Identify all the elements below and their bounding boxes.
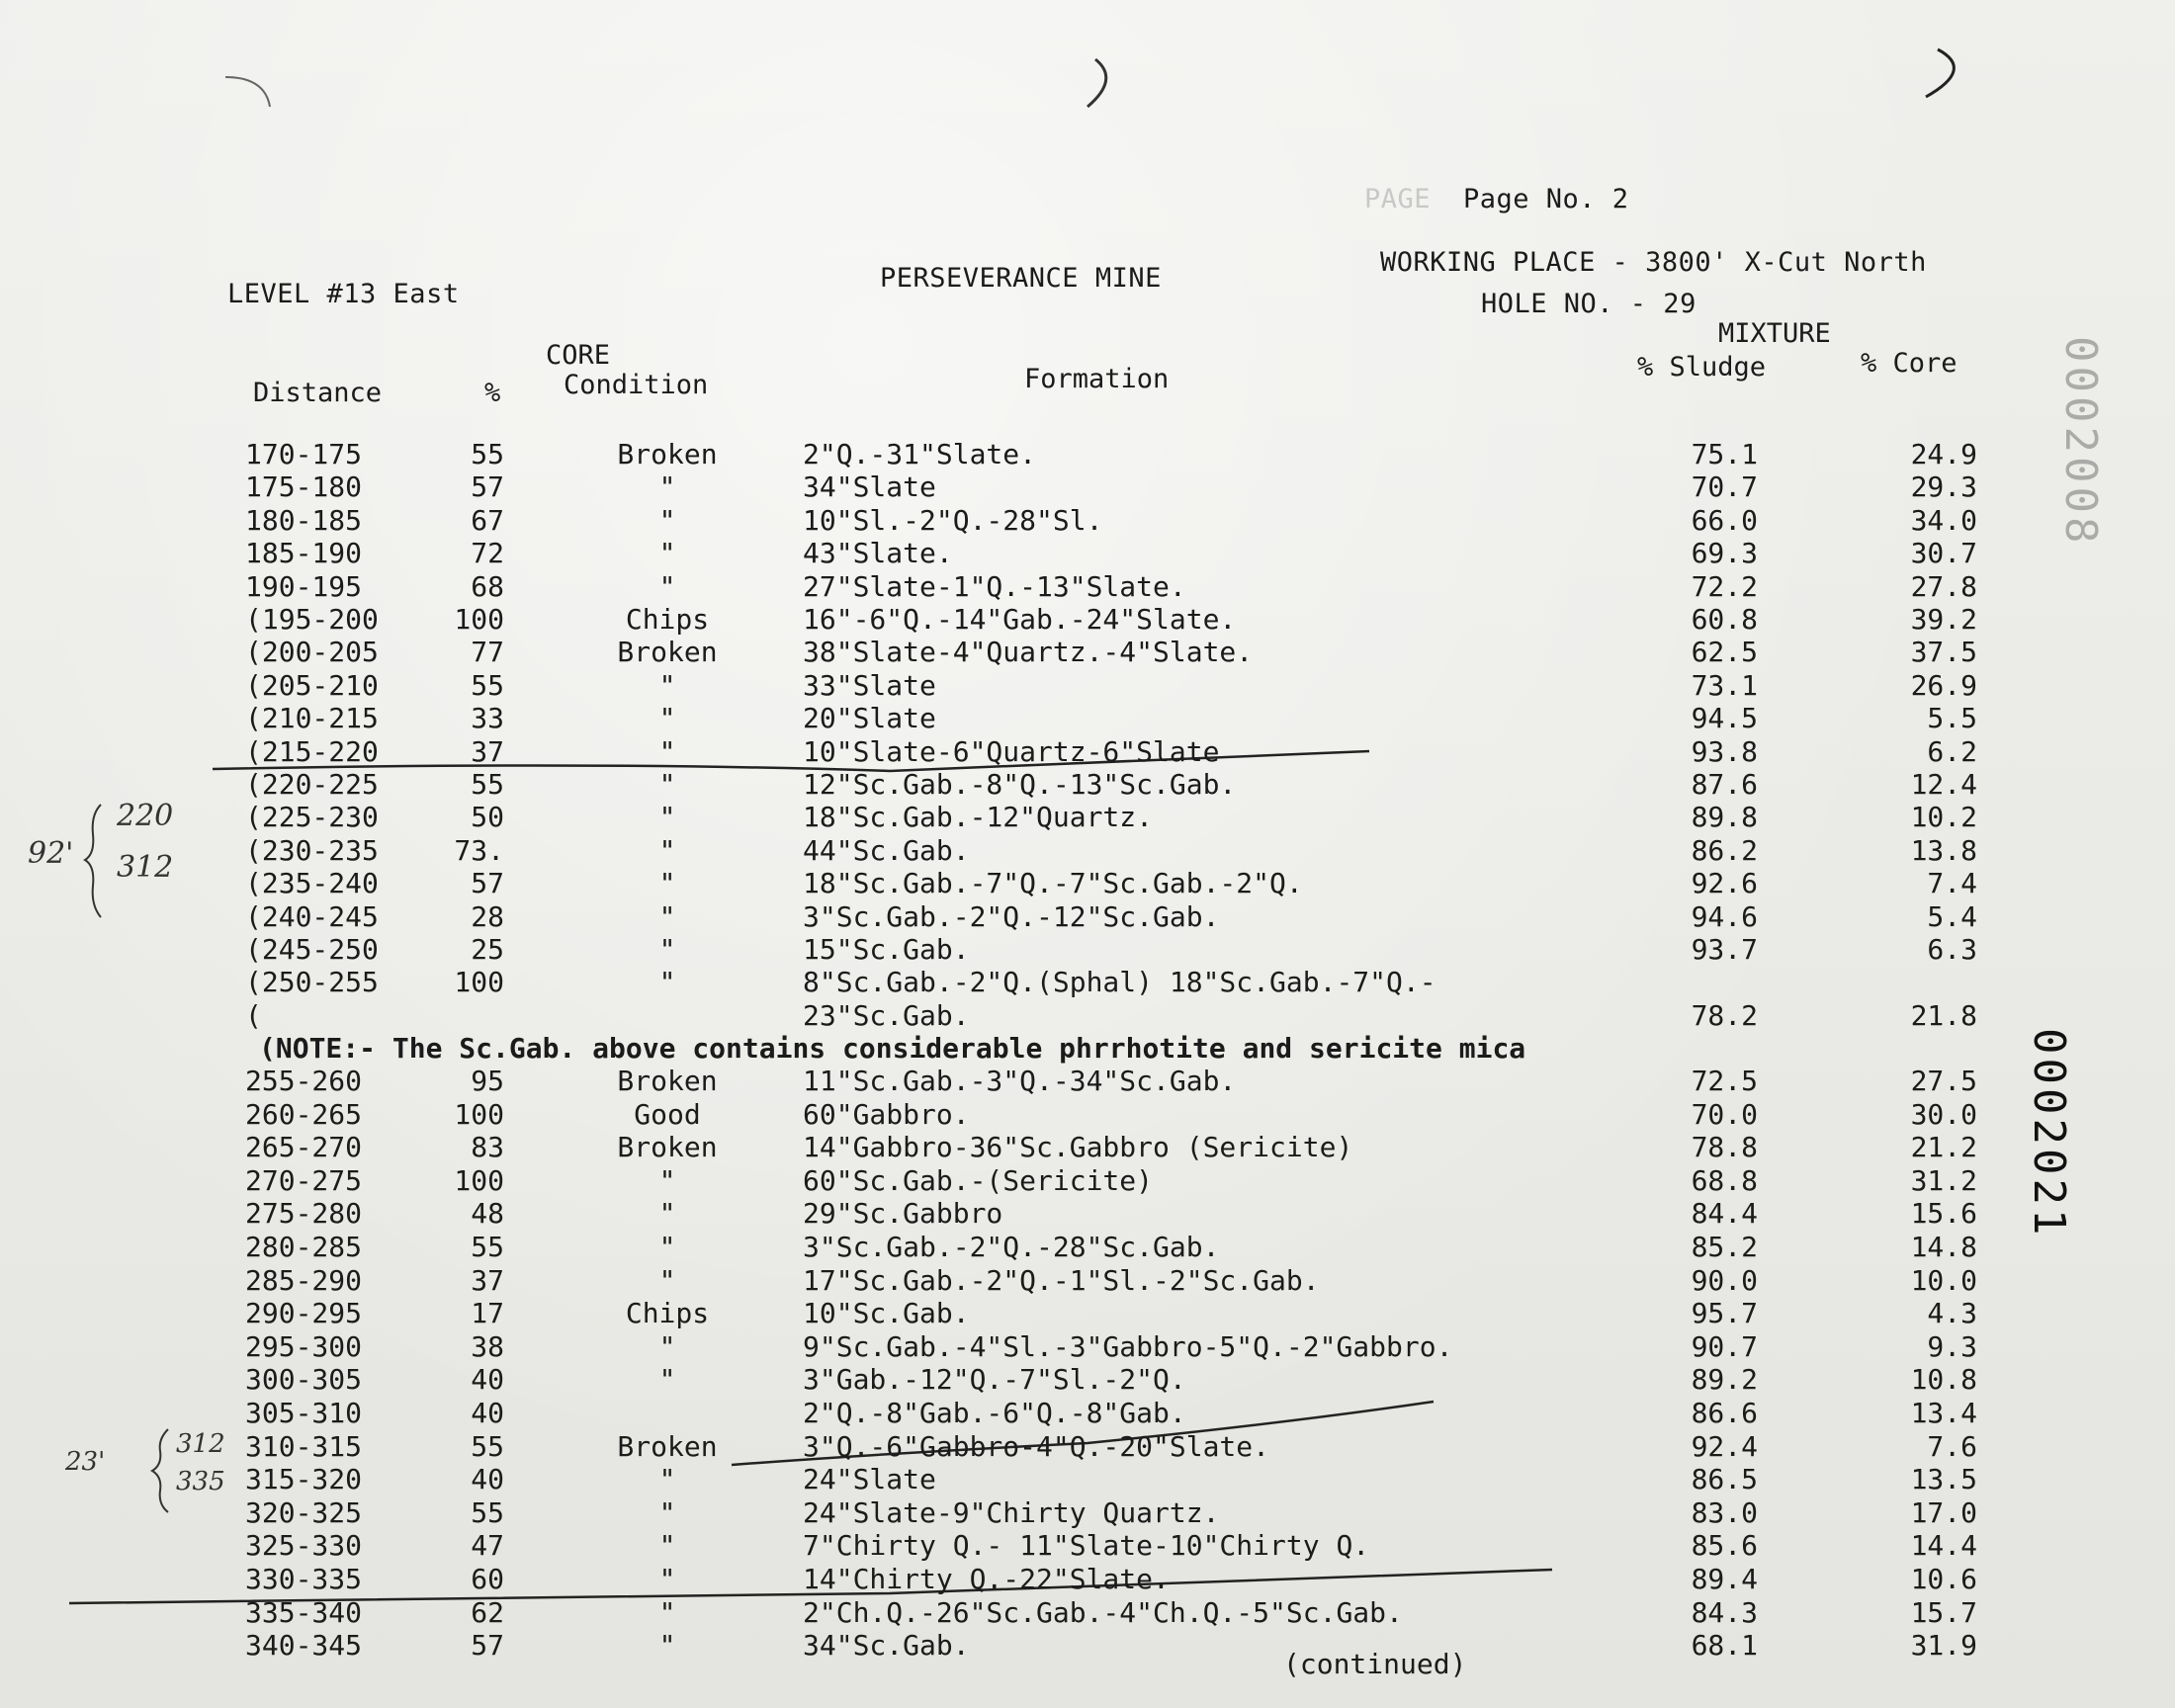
- core-pct-cell: 55: [471, 1495, 504, 1529]
- core-cell: 15.6: [1910, 1197, 1977, 1231]
- core-pct-heading: %: [484, 378, 501, 408]
- distance-cell: (200-205: [245, 636, 379, 669]
- core-pct-cell: 40: [471, 1363, 504, 1397]
- formation-cell: 16"-6"Q.-14"Gab.-24"Slate.: [803, 603, 1237, 636]
- core-cell: 27.5: [1910, 1065, 1977, 1097]
- core-cell: 37.5: [1910, 636, 1977, 669]
- formation-cell: 15"Sc.Gab.: [803, 933, 970, 966]
- core-pct-cell: 57: [471, 1629, 504, 1663]
- formation-cell: 34"Slate: [803, 470, 936, 504]
- formation-cell: 3"Gab.-12"Q.-7"Sl.-2"Q.: [803, 1363, 1186, 1397]
- distance-cell: 285-290: [245, 1263, 363, 1297]
- core-cell: 13.5: [1910, 1463, 1977, 1496]
- condition-cell: ": [658, 1595, 676, 1629]
- core-pct-cell: 25: [471, 933, 504, 966]
- formation-cell: 20"Slate: [803, 702, 936, 735]
- condition-cell: ": [658, 1363, 676, 1397]
- condition-cell: Chips: [625, 603, 710, 636]
- distance-cell: 265-270: [245, 1131, 363, 1164]
- formation-cell: 3"Q.-6"Gabbro-4"Q.-20"Slate.: [803, 1429, 1270, 1463]
- core-cell: 31.2: [1910, 1163, 1977, 1197]
- condition-cell: ": [658, 1197, 676, 1231]
- sludge-cell: 87.6: [1691, 768, 1758, 801]
- sludge-cell: 62.5: [1691, 636, 1758, 669]
- binder-mark-center: [1088, 59, 1106, 107]
- condition-heading: Condition: [564, 370, 709, 400]
- condition-cell: Broken: [617, 636, 718, 669]
- sludge-cell: 95.7: [1691, 1297, 1758, 1330]
- condition-cell: Broken: [617, 438, 718, 470]
- sludge-cell: 86.6: [1691, 1397, 1758, 1429]
- condition-cell: ": [658, 1463, 676, 1496]
- core-pct-cell: 68: [471, 569, 504, 603]
- distance-cell: (240-245: [245, 899, 379, 933]
- annotation-from-2: 312: [176, 1429, 225, 1459]
- formation-cell: 7"Chirty Q.- 11"Slate-10"Chirty Q.: [803, 1529, 1370, 1563]
- formation-cell: 34"Sc.Gab.: [803, 1629, 970, 1663]
- distance-cell: 300-305: [245, 1363, 363, 1397]
- core-cell: 5.4: [1927, 899, 1977, 933]
- sludge-cell: 70.0: [1691, 1097, 1758, 1131]
- sludge-cell: 89.4: [1691, 1563, 1758, 1595]
- distance-cell: 335-340: [245, 1595, 363, 1629]
- core-pct-cell: 57: [471, 470, 504, 504]
- core-cell: 9.3: [1927, 1329, 1977, 1363]
- distance-cell: 275-280: [245, 1197, 363, 1231]
- core-cell: 10.2: [1910, 801, 1977, 834]
- distance-cell: 280-285: [245, 1231, 363, 1263]
- formation-cell: 2"Ch.Q.-26"Sc.Gab.-4"Ch.Q.-5"Sc.Gab.: [803, 1595, 1403, 1629]
- formation-cell: 18"Sc.Gab.-12"Quartz.: [803, 801, 1154, 834]
- distance-cell: (245-250: [245, 933, 379, 966]
- core-cell: 6.2: [1927, 734, 1977, 768]
- formation-cell: 2"Q.-31"Slate.: [803, 438, 1037, 470]
- distance-cell: 320-325: [245, 1495, 363, 1529]
- condition-cell: Chips: [625, 1297, 710, 1330]
- core-cell: 29.3: [1910, 470, 1977, 504]
- condition-cell: ": [658, 1495, 676, 1529]
- core-cell: 21.2: [1910, 1131, 1977, 1164]
- bleed-through-stamp: 0002008: [2055, 336, 2106, 548]
- condition-cell: Broken: [617, 1429, 718, 1463]
- distance-heading: Distance: [253, 378, 383, 408]
- core-cell: 12.4: [1910, 768, 1977, 801]
- distance-cell: 170-175: [245, 438, 363, 470]
- core-pct-cell: 37: [471, 1263, 504, 1297]
- formation-cell: 12"Sc.Gab.-8"Q.-13"Sc.Gab.: [803, 768, 1237, 801]
- condition-cell: ": [658, 1529, 676, 1563]
- core-cell: 10.8: [1910, 1363, 1977, 1397]
- core-pct-cell: 37: [471, 734, 504, 768]
- formation-cell: 3"Sc.Gab.-2"Q.-12"Sc.Gab.: [803, 899, 1220, 933]
- core-pct-cell: 55: [471, 438, 504, 470]
- continued-label: (continued): [1283, 1648, 1467, 1680]
- distance-cell: (210-215: [245, 702, 379, 735]
- annotation-to-2: 335: [176, 1467, 225, 1496]
- formation-cell: 10"Sl.-2"Q.-28"Sl.: [803, 503, 1103, 537]
- condition-cell: ": [658, 537, 676, 570]
- core-pct-cell: 48: [471, 1197, 504, 1231]
- formation-cell: 14"Gabbro-36"Sc.Gabbro (Sericite): [803, 1131, 1353, 1164]
- formation-cell: 27"Slate-1"Q.-13"Slate.: [803, 569, 1186, 603]
- sludge-heading: % Sludge: [1637, 352, 1767, 383]
- core-cell: 6.3: [1927, 933, 1977, 966]
- core-pct-cell: 95: [471, 1065, 504, 1097]
- sludge-cell: 90.0: [1691, 1263, 1758, 1297]
- condition-cell: ": [658, 470, 676, 504]
- condition-cell: ": [658, 867, 676, 900]
- formation-cell: 17"Sc.Gab.-2"Q.-1"Sl.-2"Sc.Gab.: [803, 1263, 1320, 1297]
- formation-cell: 10"Slate-6"Quartz-6"Slate: [803, 734, 1220, 768]
- condition-cell: ": [658, 668, 676, 702]
- condition-cell: ": [658, 569, 676, 603]
- formation-cell: 2"Q.-8"Gab.-6"Q.-8"Gab.: [803, 1397, 1186, 1429]
- distance-cell: 190-195: [245, 569, 363, 603]
- sludge-cell: 78.8: [1691, 1131, 1758, 1164]
- distance-cell: (195-200: [245, 603, 379, 636]
- sludge-cell: 89.8: [1691, 801, 1758, 834]
- core-cell: 10.0: [1910, 1263, 1977, 1297]
- core-pct-cell: 33: [471, 702, 504, 735]
- core-pct-cell: 73.: [454, 833, 504, 867]
- formation-cell: 60"Sc.Gab.-(Sericite): [803, 1163, 1154, 1197]
- core-cell: 14.4: [1910, 1529, 1977, 1563]
- core-cell: 4.3: [1927, 1297, 1977, 1330]
- core-pct-cell: 72: [471, 537, 504, 570]
- sludge-cell: 69.3: [1691, 537, 1758, 570]
- brace-2: [152, 1429, 168, 1512]
- sludge-cell: 93.7: [1691, 933, 1758, 966]
- condition-cell: ": [658, 899, 676, 933]
- core-pct-cell: 40: [471, 1463, 504, 1496]
- core-pct-cell: 100: [454, 1097, 504, 1131]
- brace-1: [85, 805, 101, 917]
- distance-cell: (225-230: [245, 801, 379, 834]
- hole-number: HOLE NO. - 29: [1481, 289, 1696, 319]
- condition-cell: ": [658, 801, 676, 834]
- distance-cell: 325-330: [245, 1529, 363, 1563]
- sludge-cell: 86.2: [1691, 833, 1758, 867]
- sludge-cell: 68.1: [1691, 1629, 1758, 1663]
- condition-cell: ": [658, 734, 676, 768]
- distance-cell: (: [245, 998, 262, 1032]
- core-pct-cell: 28: [471, 899, 504, 933]
- condition-cell: ": [658, 702, 676, 735]
- distance-cell: 295-300: [245, 1329, 363, 1363]
- formation-cell: 43"Slate.: [803, 537, 953, 570]
- sludge-cell: 94.6: [1691, 899, 1758, 933]
- sludge-cell: 83.0: [1691, 1495, 1758, 1529]
- formation-cell: 3"Sc.Gab.-2"Q.-28"Sc.Gab.: [803, 1231, 1220, 1263]
- condition-cell: ": [658, 503, 676, 537]
- core-cell: 24.9: [1910, 438, 1977, 470]
- core-cell: 31.9: [1910, 1629, 1977, 1663]
- sludge-cell: 78.2: [1691, 998, 1758, 1032]
- core-cell: 7.6: [1927, 1429, 1977, 1463]
- formation-cell: 33"Slate: [803, 668, 936, 702]
- distance-cell: 255-260: [245, 1065, 363, 1097]
- page-number-ghost: PAGE: [1364, 184, 1432, 214]
- condition-cell: ": [658, 933, 676, 966]
- condition-cell: ": [658, 966, 676, 999]
- core-pct-cell: 38: [471, 1329, 504, 1363]
- sludge-cell: 72.5: [1691, 1065, 1758, 1097]
- sludge-cell: 75.1: [1691, 438, 1758, 470]
- condition-cell: ": [658, 1563, 676, 1595]
- condition-cell: Broken: [617, 1065, 718, 1097]
- distance-cell: 270-275: [245, 1163, 363, 1197]
- sludge-cell: 86.5: [1691, 1463, 1758, 1496]
- level-label: LEVEL #13 East: [227, 279, 460, 309]
- distance-cell: 185-190: [245, 537, 363, 570]
- core-cell: 21.8: [1910, 998, 1977, 1032]
- core-cell: 27.8: [1910, 569, 1977, 603]
- core-cell: 13.4: [1910, 1397, 1977, 1429]
- core-pct-cell: 50: [471, 801, 504, 834]
- sludge-cell: 84.4: [1691, 1197, 1758, 1231]
- core-cell: 14.8: [1910, 1231, 1977, 1263]
- core-cell: 7.4: [1927, 867, 1977, 900]
- core-pct-cell: 40: [471, 1397, 504, 1429]
- distance-cell: (220-225: [245, 768, 379, 801]
- core-pct-cell: 100: [454, 603, 504, 636]
- distance-cell: 315-320: [245, 1463, 363, 1496]
- annotation-length-1: 92': [28, 836, 74, 871]
- distance-cell: 330-335: [245, 1563, 363, 1595]
- core-heading: % Core: [1861, 348, 1958, 379]
- distance-cell: (235-240: [245, 867, 379, 900]
- core-cell: 10.6: [1910, 1563, 1977, 1595]
- core-pct-cell: 57: [471, 867, 504, 900]
- core-pct-cell: 55: [471, 668, 504, 702]
- annotation-length-2: 23': [65, 1447, 106, 1477]
- distance-cell: 305-310: [245, 1397, 363, 1429]
- formation-cell: 14"Chirty Q.-22"Slate.: [803, 1563, 1170, 1595]
- sludge-cell: 94.5: [1691, 702, 1758, 735]
- distance-cell: 340-345: [245, 1629, 363, 1663]
- formation-cell: 24"Slate-9"Chirty Quartz.: [803, 1495, 1220, 1529]
- core-cell: 34.0: [1910, 503, 1977, 537]
- mine-title: PERSEVERANCE MINE: [880, 263, 1162, 294]
- core-pct-cell: 55: [471, 1231, 504, 1263]
- formation-cell: 18"Sc.Gab.-7"Q.-7"Sc.Gab.-2"Q.: [803, 867, 1303, 900]
- formation-cell: 44"Sc.Gab.: [803, 833, 970, 867]
- sludge-cell: 84.3: [1691, 1595, 1758, 1629]
- condition-cell: ": [658, 768, 676, 801]
- annotation-from-1: 220: [117, 799, 174, 833]
- annotation-to-1: 312: [117, 850, 174, 885]
- sludge-cell: 70.7: [1691, 470, 1758, 504]
- formation-cell: 9"Sc.Gab.-4"Sl.-3"Gabbro-5"Q.-2"Gabbro.: [803, 1329, 1453, 1363]
- formation-cell: 60"Gabbro.: [803, 1097, 970, 1131]
- sludge-cell: 92.4: [1691, 1429, 1758, 1463]
- condition-cell: ": [658, 833, 676, 867]
- core-pct-cell: 47: [471, 1529, 504, 1563]
- sludge-cell: 89.2: [1691, 1363, 1758, 1397]
- core-pct-cell: 55: [471, 1429, 504, 1463]
- mixture-group-heading: MIXTURE: [1718, 318, 1831, 349]
- distance-cell: 260-265: [245, 1097, 363, 1131]
- condition-cell: ": [658, 1231, 676, 1263]
- binder-mark-left: [225, 77, 270, 107]
- core-pct-cell: 77: [471, 636, 504, 669]
- formation-cell: 24"Slate: [803, 1463, 936, 1496]
- document-number-stamp: 0002021: [2024, 1028, 2074, 1239]
- distance-cell: (205-210: [245, 668, 379, 702]
- core-pct-cell: 100: [454, 1163, 504, 1197]
- sludge-cell: 72.2: [1691, 569, 1758, 603]
- core-cell: 13.8: [1910, 833, 1977, 867]
- distance-cell: (230-235: [245, 833, 379, 867]
- sludge-cell: 85.6: [1691, 1529, 1758, 1563]
- condition-cell: Good: [634, 1097, 701, 1131]
- note-line: (NOTE:- The Sc.Gab. above contains considerable phrrhotite and sericite mica: [259, 1032, 1526, 1065]
- core-pct-cell: 55: [471, 768, 504, 801]
- formation-cell: 10"Sc.Gab.: [803, 1297, 970, 1330]
- distance-cell: 290-295: [245, 1297, 363, 1330]
- sludge-cell: 60.8: [1691, 603, 1758, 636]
- sludge-cell: 68.8: [1691, 1163, 1758, 1197]
- sludge-cell: 85.2: [1691, 1231, 1758, 1263]
- core-pct-cell: 67: [471, 503, 504, 537]
- formation-cell: 29"Sc.Gabbro: [803, 1197, 1003, 1231]
- core-pct-cell: 17: [471, 1297, 504, 1330]
- core-cell: 30.0: [1910, 1097, 1977, 1131]
- page-number: Page No. 2: [1463, 184, 1629, 214]
- core-cell: 15.7: [1910, 1595, 1977, 1629]
- sludge-cell: 66.0: [1691, 503, 1758, 537]
- core-group-heading: CORE: [546, 340, 611, 371]
- condition-cell: Broken: [617, 1131, 718, 1164]
- distance-cell: 175-180: [245, 470, 363, 504]
- core-pct-cell: 100: [454, 966, 504, 999]
- working-place: WORKING PLACE - 3800' X-Cut North: [1380, 247, 1927, 278]
- formation-heading: Formation: [1024, 364, 1170, 394]
- core-pct-cell: 62: [471, 1595, 504, 1629]
- formation-cell: 11"Sc.Gab.-3"Q.-34"Sc.Gab.: [803, 1065, 1237, 1097]
- condition-cell: ": [658, 1263, 676, 1297]
- core-cell: 30.7: [1910, 537, 1977, 570]
- core-cell: 17.0: [1910, 1495, 1977, 1529]
- core-cell: 5.5: [1927, 702, 1977, 735]
- core-cell: 39.2: [1910, 603, 1977, 636]
- core-pct-cell: 83: [471, 1131, 504, 1164]
- binder-mark-right: [1926, 49, 1954, 97]
- distance-cell: (215-220: [245, 734, 379, 768]
- formation-cell: 8"Sc.Gab.-2"Q.(Sphal) 18"Sc.Gab.-7"Q.-: [803, 966, 1436, 999]
- condition-cell: ": [658, 1329, 676, 1363]
- sludge-cell: 73.1: [1691, 668, 1758, 702]
- core-pct-cell: 60: [471, 1563, 504, 1595]
- distance-cell: 180-185: [245, 503, 363, 537]
- sludge-cell: 92.6: [1691, 867, 1758, 900]
- distance-cell: (250-255: [245, 966, 379, 999]
- distance-cell: 310-315: [245, 1429, 363, 1463]
- formation-cell: 38"Slate-4"Quartz.-4"Slate.: [803, 636, 1254, 669]
- formation-cell: 23"Sc.Gab.: [803, 998, 970, 1032]
- sludge-cell: 90.7: [1691, 1329, 1758, 1363]
- condition-cell: ": [658, 1629, 676, 1663]
- core-cell: 26.9: [1910, 668, 1977, 702]
- condition-cell: ": [658, 1163, 676, 1197]
- sludge-cell: 93.8: [1691, 734, 1758, 768]
